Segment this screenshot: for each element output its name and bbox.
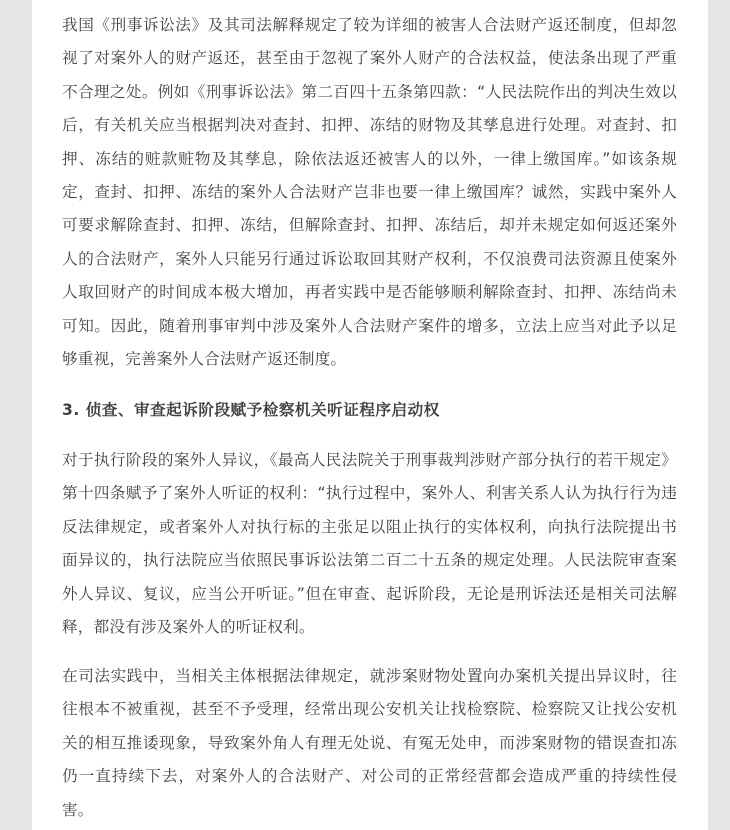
- article-paragraph-2: 对于执行阶段的案外人异议，《最高人民法院关于刑事裁判涉财产部分执行的若干规定》第十四条赋予了案外人听证的权利：“执行过程中，案外人、利害关系人认为执行行为违反法律规定，或者案外人对执行标的主张足以阻止执行的实体权利，向执行法院提出书面异议的，执行法院应当依照民事诉讼法第二百二十五条的规定处理。人民法院审查案外人异议、复议，应当公开听证。”但在审查、起诉阶段，无论是刑诉法还是相关司法解释，都没有涉及案外人的听证权利。: [62, 451, 677, 637]
- article-paragraph-1: 我国《刑事诉讼法》及其司法解释规定了较为详细的被害人合法财产返还制度，但却忽视了对案外人的财产返还，甚至由于忽视了案外人财产的合法权益，使法条出现了严重不合理之处。例如《刑事诉讼法》第二百四十五条第四款：“人民法院作出的判决生效以后，有关机关应当根据判决对查封、扣押、冻结的财物及其孳息进行处理。对查封、扣押、冻结的赃款赃物及其孳息，除依法返还被害人的以外，一律上缴国库。”如该条规定，查封、扣押、冻结的案外人合法财产岂非也要一律上缴国库？诚然，实践中案外人可要求解除查封、扣押、冻结，但解除查封、扣押、冻结后，却并未规定如何返还案外人的合法财产，案外人只能另行通过诉讼取回其财产权利，不仅浪费司法资源且使案外人取回财产的时间成本极大增加，再者实践中是否能够顺利解除查封、扣押、冻结尚未可知。因此，随着刑事审判中涉及案外人合法财产案件的增多，立法上应当对此予以足够重视，完善案外人合法财产返还制度。: [62, 16, 677, 369]
- section-heading-3: 3. 侦查、审查起诉阶段赋予检察机关听证程序启动权: [62, 401, 440, 419]
- article-paragraph-3: 在司法实践中，当相关主体根据法律规定，就涉案财物处置向办案机关提出异议时，往往根本不被重视，甚至不予受理，经常出现公安机关让找检察院、检察院又让找公安机关的相互推诿现象，导致案外角人有理无处说、有冤无处申，而涉案财物的错误查扣冻仍一直持续下去，对案外人的合法财产、对公司的正常经营都会造成严重的持续性侵害。: [62, 667, 677, 819]
- article-page: [32, 0, 708, 830]
